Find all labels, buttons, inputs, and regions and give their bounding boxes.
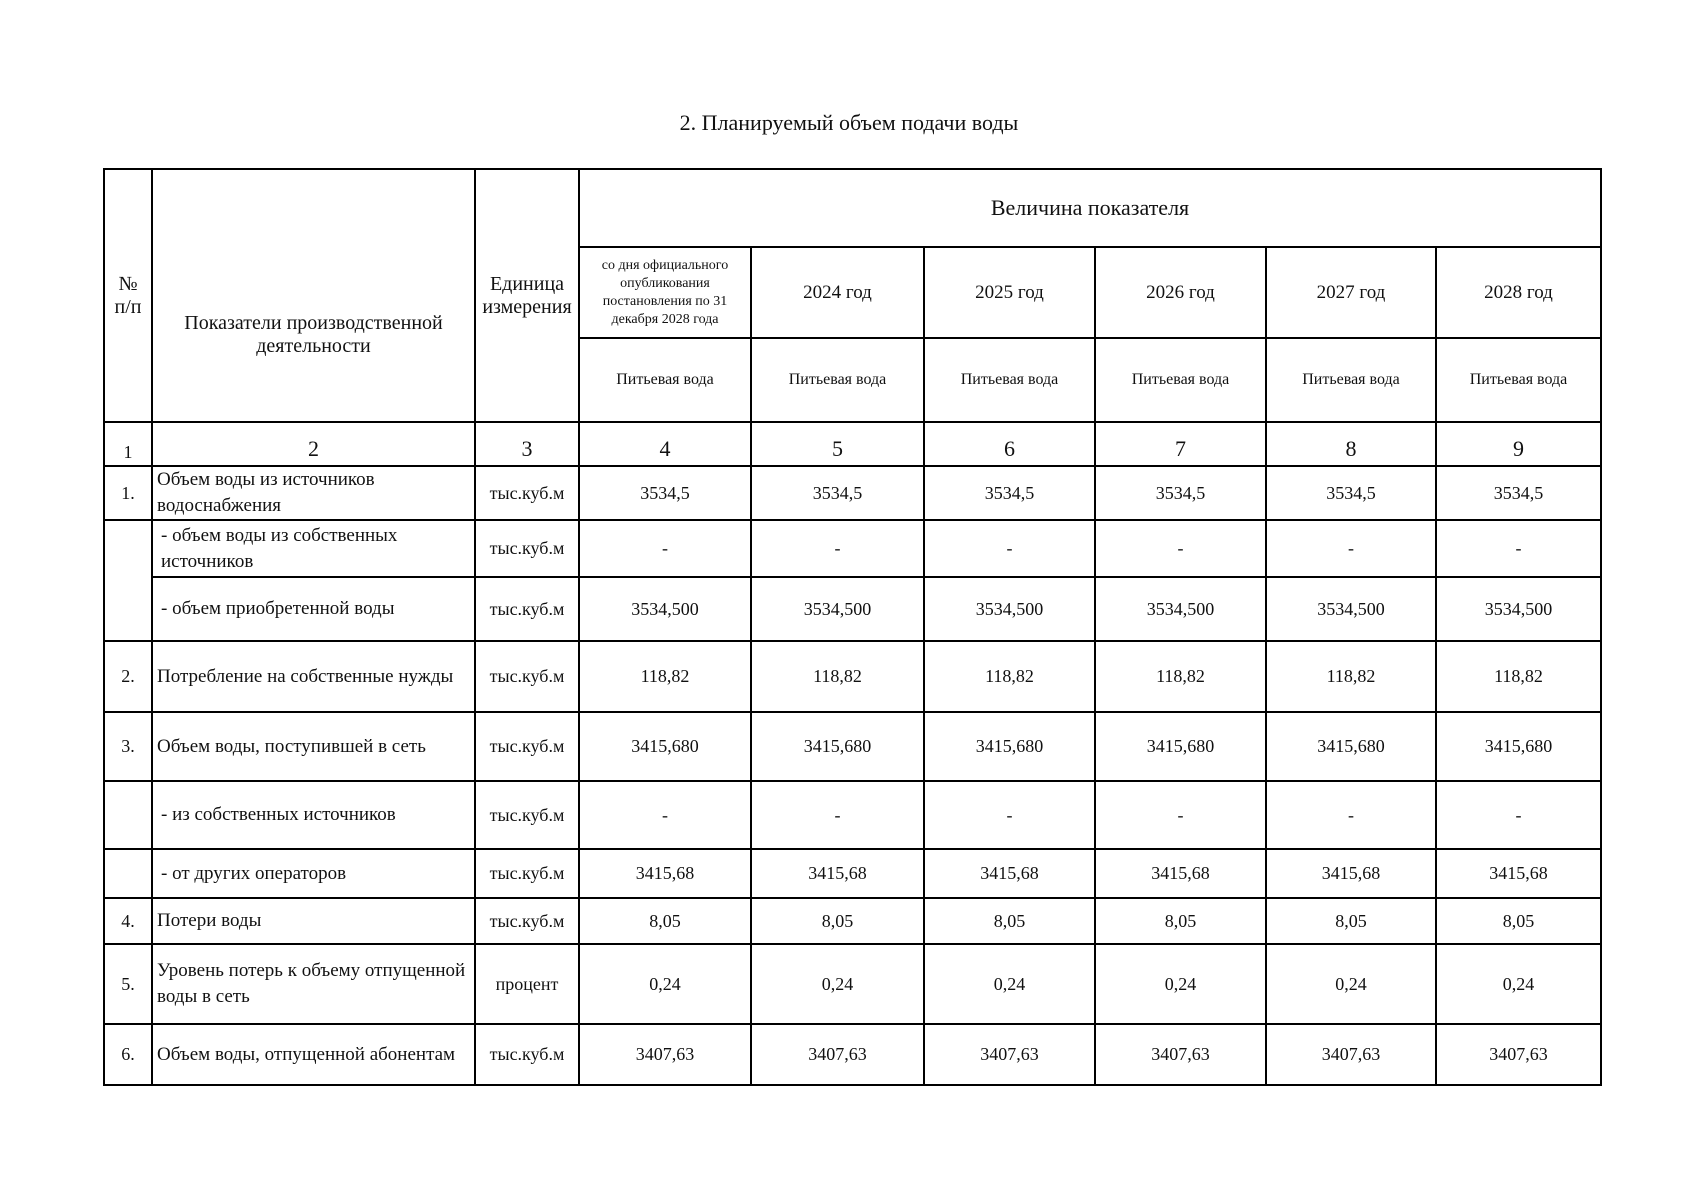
row-value: 3407,63 [1266,1024,1436,1085]
row-number: 1. [104,466,152,520]
row-value: 118,82 [1095,641,1266,712]
row-value: 3534,5 [1095,466,1266,520]
document-title: 2. Планируемый объем подачи воды [679,110,1019,135]
row-value: 3415,680 [1266,712,1436,781]
row-value: 118,82 [751,641,924,712]
row-indicator: Объем воды из источников водоснабжения [152,466,475,520]
row-value: - [1436,781,1601,849]
row-value: 3415,680 [751,712,924,781]
table-row [104,1024,1601,1085]
row-indicator: Уровень потерь к объему отпущенной воды в сеть [152,944,475,1024]
row-unit: тыс.куб.м [475,577,579,641]
header-water-type: Питьевая вода [579,338,751,422]
row-value: 0,24 [751,944,924,1024]
table-row [104,849,1601,898]
header-period: 2025 год [924,247,1095,338]
row-value: - [579,520,751,577]
column-number: 5 [751,422,924,466]
row-value: 3415,68 [579,849,751,898]
row-value: 118,82 [579,641,751,712]
row-value: 0,24 [1436,944,1601,1024]
column-number: 6 [924,422,1095,466]
row-indicator: Потери воды [152,898,475,944]
header-num: № п/п [104,169,152,422]
row-value: 3534,500 [1095,577,1266,641]
header-water-type: Питьевая вода [1095,338,1266,422]
header-period: 2027 год [1266,247,1436,338]
row-number: 4. [104,898,152,944]
row-value: 3534,500 [579,577,751,641]
row-value: 3534,5 [924,466,1095,520]
column-number: 3 [475,422,579,466]
column-number: 4 [579,422,751,466]
row-number: 6. [104,1024,152,1085]
row-value: 3534,500 [751,577,924,641]
row-value: 3415,680 [1436,712,1601,781]
row-value: 8,05 [1266,898,1436,944]
header-value-group: Величина показателя [579,169,1601,247]
row-unit: тыс.куб.м [475,641,579,712]
column-number: 2 [152,422,475,466]
table-row [104,466,1601,520]
row-value: - [751,781,924,849]
table-row [104,577,1601,641]
row-value: 3407,63 [1095,1024,1266,1085]
row-value: 0,24 [1095,944,1266,1024]
row-value: 3415,680 [924,712,1095,781]
column-number: 9 [1436,422,1601,466]
row-value: 3415,680 [1095,712,1266,781]
row-value: 3407,63 [751,1024,924,1085]
table-row [104,641,1601,712]
row-value: 118,82 [1266,641,1436,712]
row-value: 0,24 [1266,944,1436,1024]
header-period: 2024 год [751,247,924,338]
row-indicator: - от других операторов [152,849,475,898]
row-unit: тыс.куб.м [475,520,579,577]
row-indicator: - из собственных источников [152,781,475,849]
row-value: 8,05 [1436,898,1601,944]
row-value: 3415,68 [1095,849,1266,898]
row-value: 0,24 [924,944,1095,1024]
row-indicator: Объем воды, поступившей в сеть [152,712,475,781]
row-value: - [1436,520,1601,577]
header-water-type: Питьевая вода [924,338,1095,422]
header-period: со дня официального опубликования постановления по 31 декабря 2028 года [579,247,751,338]
row-number: 5. [104,944,152,1024]
header-water-type: Питьевая вода [751,338,924,422]
row-value: 8,05 [924,898,1095,944]
table-row [104,898,1601,944]
row-value: 3415,68 [751,849,924,898]
header-indicator: Показатели производственной деятельности [152,169,475,422]
row-value: - [924,781,1095,849]
row-value: 3534,5 [579,466,751,520]
row-value: 3407,63 [1436,1024,1601,1085]
row-value: - [1266,520,1436,577]
row-number [104,781,152,849]
header-unit: Единица измерения [475,169,579,422]
row-value: 8,05 [751,898,924,944]
row-value: 3415,68 [924,849,1095,898]
row-value: 8,05 [579,898,751,944]
row-value: 3415,680 [579,712,751,781]
row-value: - [579,781,751,849]
row-unit: тыс.куб.м [475,849,579,898]
row-value: 3534,500 [1436,577,1601,641]
column-number: 7 [1095,422,1266,466]
row-value: 0,24 [579,944,751,1024]
row-value: 3534,5 [1266,466,1436,520]
row-value: 3534,5 [751,466,924,520]
row-value: 3534,500 [1266,577,1436,641]
row-number: 3. [104,712,152,781]
row-indicator: Объем воды, отпущенной абонентам [152,1024,475,1085]
row-value: 3415,68 [1266,849,1436,898]
row-unit: тыс.куб.м [475,898,579,944]
row-value: - [1095,781,1266,849]
row-number [104,520,152,641]
table-row [104,712,1601,781]
row-indicator: Потребление на собственные нужды [152,641,475,712]
row-unit: процент [475,944,579,1024]
table-row [104,944,1601,1024]
row-value: - [924,520,1095,577]
header-water-type: Питьевая вода [1436,338,1601,422]
row-indicator: - объем воды из собственных источников [152,520,475,577]
row-value: 118,82 [1436,641,1601,712]
row-number: 2. [104,641,152,712]
row-value: 118,82 [924,641,1095,712]
header-period: 2028 год [1436,247,1601,338]
row-indicator: - объем приобретенной воды [152,577,475,641]
row-number [104,849,152,898]
row-value: - [751,520,924,577]
row-unit: тыс.куб.м [475,781,579,849]
row-value: 3415,68 [1436,849,1601,898]
row-value: - [1095,520,1266,577]
row-value: 3407,63 [579,1024,751,1085]
water-supply-table [103,168,1602,1086]
column-number: 1 [104,422,152,466]
row-unit: тыс.куб.м [475,712,579,781]
row-unit: тыс.куб.м [475,1024,579,1085]
header-water-type: Питьевая вода [1266,338,1436,422]
header-period: 2026 год [1095,247,1266,338]
table-row [104,781,1601,849]
row-unit: тыс.куб.м [475,466,579,520]
row-value: 3534,5 [1436,466,1601,520]
table-row [104,520,1601,577]
row-value: 8,05 [1095,898,1266,944]
row-value: - [1266,781,1436,849]
column-number: 8 [1266,422,1436,466]
row-value: 3407,63 [924,1024,1095,1085]
row-value: 3534,500 [924,577,1095,641]
